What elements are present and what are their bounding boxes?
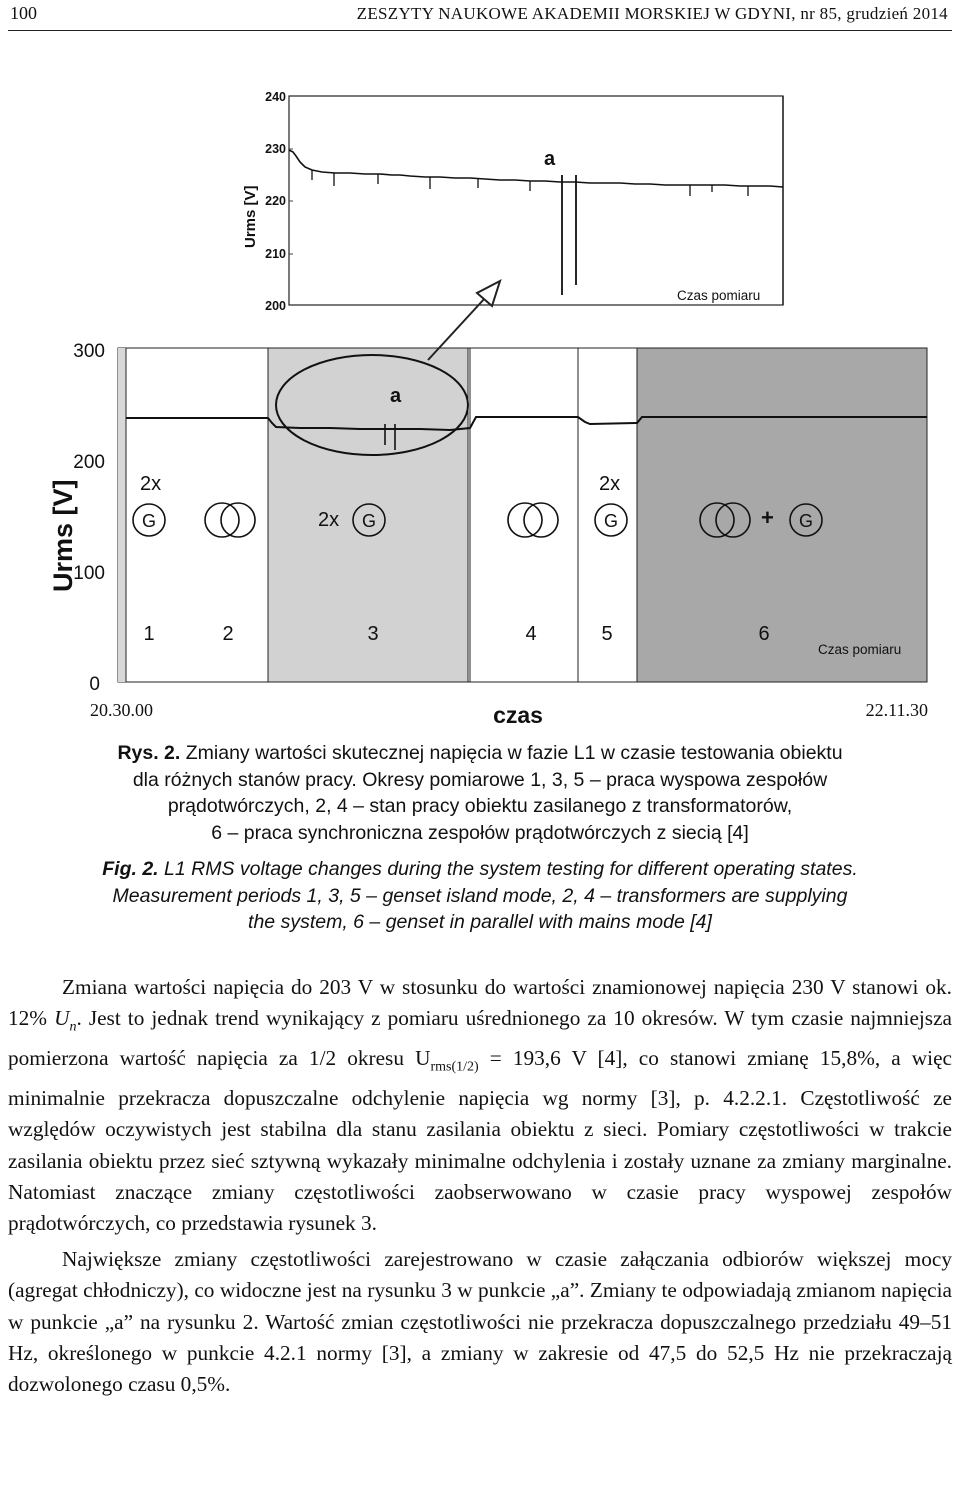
main-tick-200: 200 — [73, 452, 105, 473]
main-tick-100: 100 — [73, 563, 105, 584]
period-label-5: 5 — [601, 623, 613, 645]
page-number: 100 — [10, 3, 37, 23]
p6-plus: + — [761, 505, 774, 530]
period-label-2: 2 — [222, 623, 234, 645]
inset-tick-200: 200 — [265, 299, 286, 313]
main-marker-a: a — [390, 385, 402, 407]
generator-g-p6: G — [798, 511, 814, 531]
inset-plot-area — [289, 96, 783, 305]
paragraph-2: Największe zmiany częstotliwości zarejestrowano w czasie załączania odbiorów większej mocy (agregat chłodniczy), co widoczne jest na rysunku 3 w punkcie „a”. Zmiany te odpowiadają zmianom napięcia w punkcie „a” na rysunku 2. Wartość zmian częstotliwości nie przekracza dopuszczalnego przedziału 49–51 Hz, określonego w punkcie 4.2.1 normy [3], a zmiany w zakresie od 47,5 do 52,5 Hz nie przekraczają dozwolonego czasu 0,5%. — [8, 1246, 952, 1397]
inset-y-axis-label: Urms [V] — [242, 185, 259, 248]
inset-chart — [242, 90, 783, 313]
inset-marker-a: a — [544, 148, 556, 170]
x-start-label: 20.30.00 — [90, 700, 153, 720]
caption-en-label: Fig. 2. — [102, 858, 159, 880]
main-tick-0: 0 — [89, 674, 100, 695]
band-period-1 — [118, 348, 126, 682]
inset-tick-220: 220 — [265, 194, 286, 208]
period-label-1: 1 — [143, 623, 155, 645]
x-axis-label: czas — [493, 702, 543, 728]
paragraph-1: Zmiana wartości napięcia do 203 V w stosunku do wartości znamionowej napięcia 230 V stanowi ok. 12% $U_n$. Jest to jednak trend wynikający z pomiaru uśrednionego za 10 okresów. W tym czasie najmniejsza pomierzona wartość napięcia za 1/2 okresu $U_{rms(1/2)} = 193,6$ V [4], co stanowi zmianę 15,8%, a więc minimalnie przekracza dopuszczalne odchylenie napięcia wg normy [3], p. 4.2.2.1. Częstotliwość ze względów oczywistych jest stabilna dla stanu zasilania obiektu z sieci. Pomiary częstotliwości w trakcie zasilania obiektu przez sieć sztywną wykazały minimalne odchylenia i zostały uznane za zmiany marginalne. Natomiast znaczące zmiany częstotliwości zaobserwowano w czasie pracy wyspowej zespołów prądotwórczych, co przedstawia rysunek 3. — [8, 975, 953, 1236]
inset-tick-230: 230 — [265, 142, 286, 156]
main-time-label: Czas pomiaru — [818, 642, 902, 657]
period-label-3: 3 — [367, 623, 379, 645]
caption-english: Fig. 2. L1 RMS voltage changes during the system testing for different operating states. Measurement periods 1, 3, 5 – genset island mode, 2, 4 – transformers are supplying the system, 6 – genset in parallel with mains mode [4] — [102, 858, 858, 933]
period-label-6: 6 — [758, 623, 770, 645]
band-period-6 — [637, 348, 927, 682]
body-text — [8, 972, 952, 1401]
main-y-axis-label: Urms [V] — [48, 479, 78, 592]
p1-count: 2x — [140, 473, 162, 495]
generator-g-p5: G — [603, 511, 619, 531]
main-tick-300: 300 — [73, 341, 105, 362]
generator-g-p3: G — [361, 511, 377, 531]
generator-g-p1: G — [141, 511, 157, 531]
inset-tick-240: 240 — [265, 90, 286, 104]
main-chart — [48, 281, 928, 728]
p3-count: 2x — [318, 509, 340, 531]
journal-title: ZESZYTY NAUKOWE AKADEMII MORSKIEJ W GDYNI, nr 85, grudzień 2014 — [356, 4, 948, 23]
period-label-4: 4 — [525, 623, 537, 645]
p5-count: 2x — [599, 473, 621, 495]
figure-2 — [0, 0, 960, 735]
figure-caption — [40, 740, 920, 936]
x-end-label: 22.11.30 — [865, 700, 928, 720]
caption-pl-label: Rys. 2. — [117, 742, 181, 764]
inset-tick-210: 210 — [265, 247, 286, 261]
inset-time-label: Czas pomiaru — [677, 288, 761, 303]
caption-polish: Rys. 2. Zmiany wartości skutecznej napięcia w fazie L1 w czasie testowania obiektu dla różnych stanów pracy. Okresy pomiarowe 1, 3, 5 – praca wyspowa zespołów prądotwórczych, 2, 4 – stan pracy obiektu zasilanego z transformatorów, 6 – praca synchroniczna zespołów prądotwórczych z siecią [4] — [117, 742, 843, 844]
